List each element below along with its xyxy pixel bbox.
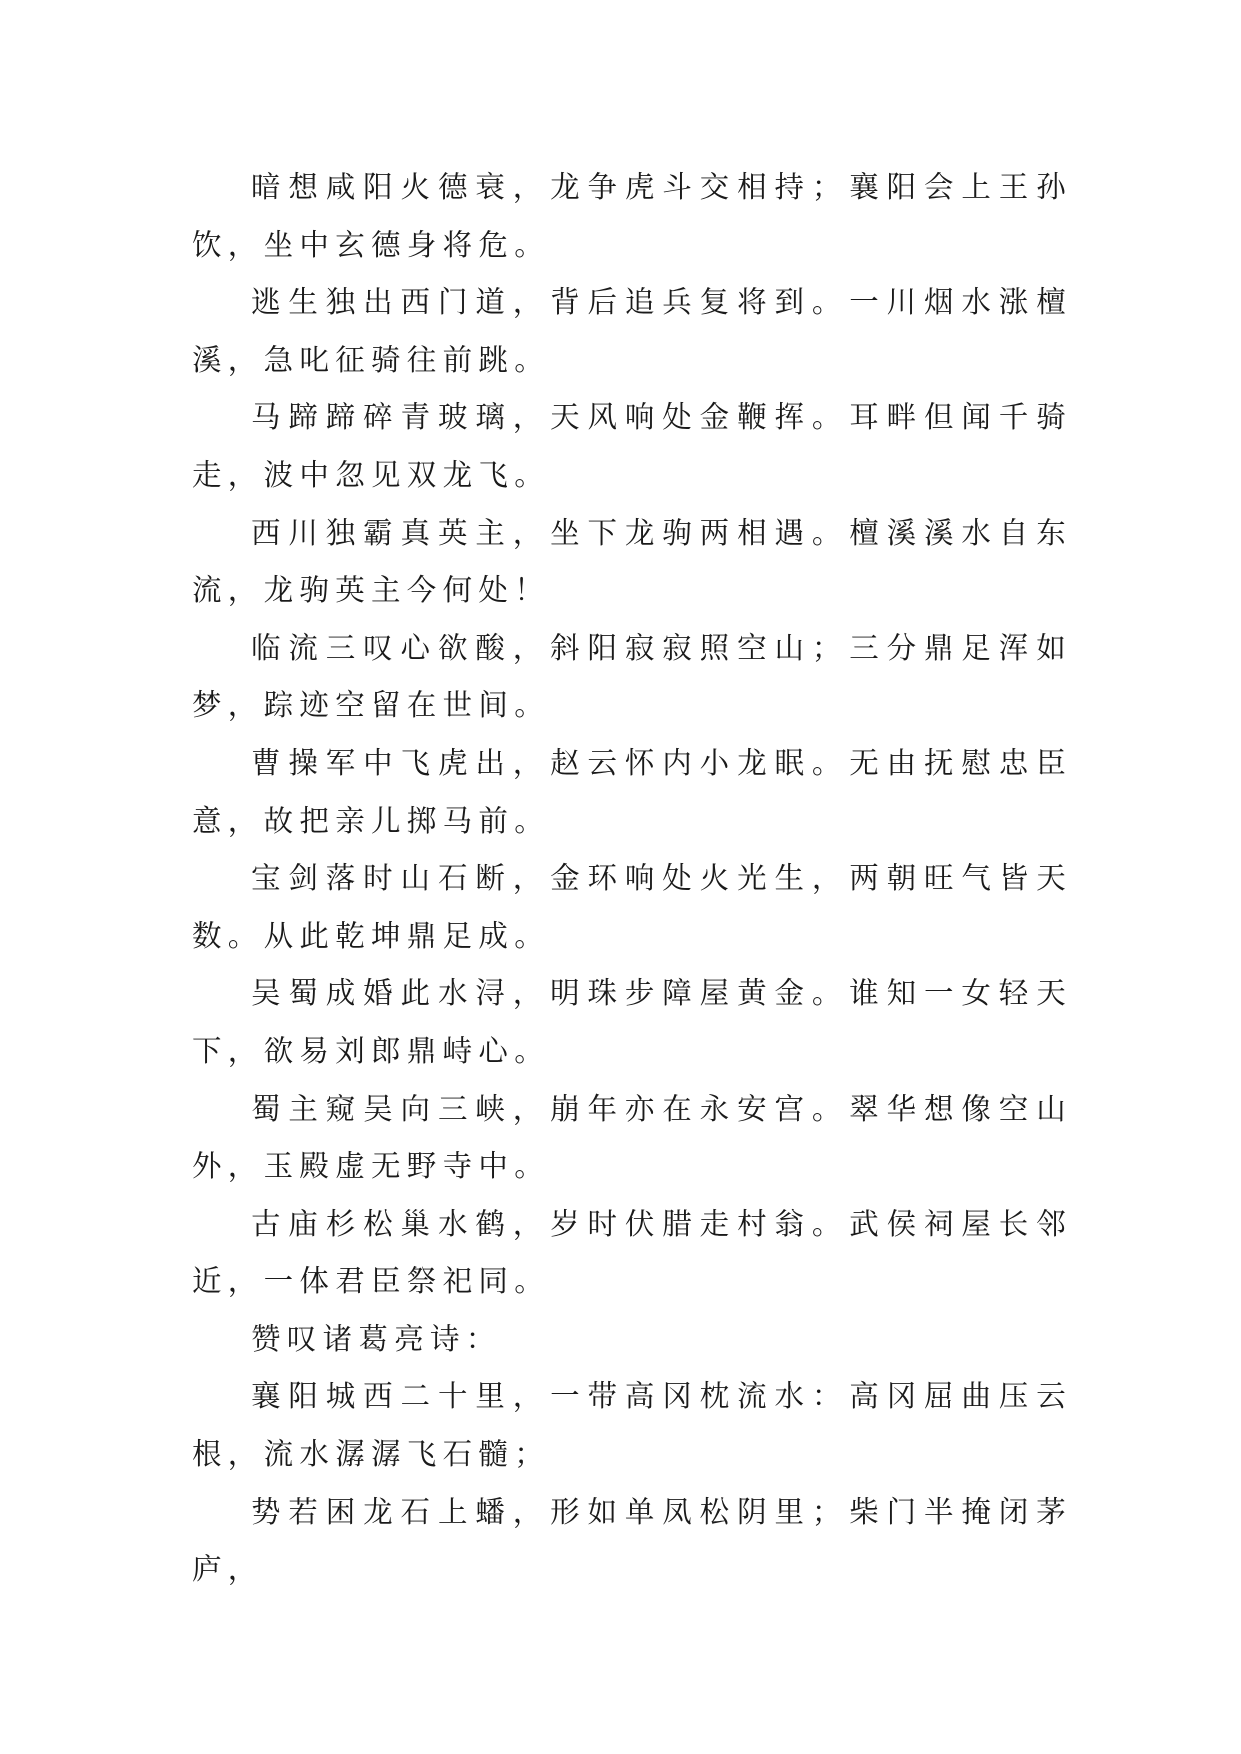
paragraph: 西川独霸真英主，坐下龙驹两相遇。檀溪溪水自东流，龙驹英主今何处！ bbox=[192, 515, 1072, 608]
paragraph: 襄阳城西二十里，一带高冈枕流水：高冈屈曲压云根，流水潺潺飞石髓； bbox=[192, 1379, 1072, 1472]
paragraph: 马蹄蹄碎青玻璃，天风响处金鞭挥。耳畔但闻千骑走，波中忽见双龙飞。 bbox=[192, 400, 1072, 492]
paragraph: 势若困龙石上蟠，形如单凤松阴里；柴门半掩闭茅庐， bbox=[192, 1494, 1072, 1587]
paragraph: 宝剑落时山石断，金环响处火光生，两朝旺气皆天数。从此乾坤鼎足成。 bbox=[192, 861, 1072, 953]
paragraph: 吴蜀成婚此水浔，明珠步障屋黄金。谁知一女轻天下，欲易刘郎鼎峙心。 bbox=[192, 976, 1072, 1068]
paragraph: 赞叹诸葛亮诗： bbox=[251, 1321, 502, 1356]
paragraph: 蜀主窥吴向三峡，崩年亦在永安宫。翠华想像空山外，玉殿虚无野寺中。 bbox=[192, 1091, 1072, 1184]
paragraph: 曹操军中飞虎出，赵云怀内小龙眠。无由抚慰忠臣意，故把亲儿掷马前。 bbox=[192, 745, 1072, 838]
paragraph: 古庙杉松巢水鹤，岁时伏腊走村翁。武侯祠屋长邻近，一体君臣祭祀同。 bbox=[192, 1206, 1072, 1299]
paragraph: 逃生独出西门道，背后追兵复将到。一川烟水涨檀溪，急叱征骑往前跳。 bbox=[192, 285, 1072, 377]
paragraph: 临流三叹心欲酸，斜阳寂寂照空山；三分鼎足浑如梦，踪迹空留在世间。 bbox=[192, 630, 1072, 723]
paragraph: 暗想咸阳火德衰，龙争虎斗交相持；襄阳会上王孙饮，坐中玄德身将危。 bbox=[192, 170, 1072, 262]
document-body bbox=[192, 159, 1072, 1599]
